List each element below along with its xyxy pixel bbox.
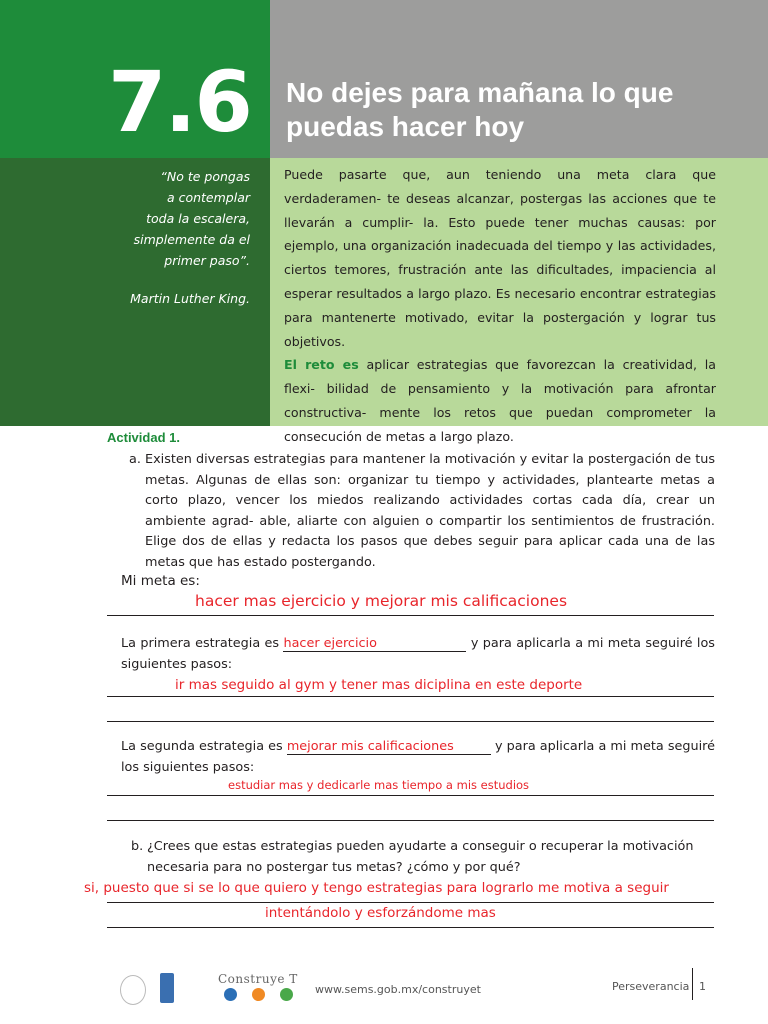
second-strategy-steps[interactable]: estudiar mas y dedicarle mas tiempo a mis estudios xyxy=(228,778,530,792)
meta-answer[interactable]: hacer mas ejercicio y mejorar mis calificaciones xyxy=(195,592,568,610)
answer-line xyxy=(107,902,714,903)
intro-text xyxy=(284,163,716,449)
undp-logo-icon xyxy=(160,973,174,1003)
answer-line xyxy=(107,721,714,722)
first-strategy-answer[interactable]: hacer ejercicio xyxy=(283,636,466,652)
item-b-letter: b. xyxy=(131,839,144,854)
answer-line xyxy=(107,927,714,928)
answer-line xyxy=(107,696,714,697)
quote-author: Martin Luther King. xyxy=(130,291,250,306)
reto-text: aplicar estrategias que favorezcan la creatividad, la flexi- bilidad de pensamiento y la motivación para afrontar constructiva- mente los retos que puedan comprometer la consecución de metas a largo plazo. xyxy=(284,357,716,444)
second-strategy-suffix: y para aplicarla a mi meta seguiré los siguientes pasos: xyxy=(121,739,716,775)
answer-line xyxy=(107,615,714,616)
first-strategy-prefix: La primera estrategia es xyxy=(121,636,280,651)
first-strategy-text xyxy=(121,633,715,675)
page-number: 1 xyxy=(699,980,706,993)
first-strategy-steps[interactable]: ir mas seguido al gym y tener mas diciplina en este deporte xyxy=(175,677,583,693)
meta-label: Mi meta es: xyxy=(121,573,200,589)
answer-line xyxy=(107,820,714,821)
item-a-text: Existen diversas estrategias para mantener la motivación y evitar la postergación de tus metas. Algunas de ellas son: organizar tu tiempo y actividades, plantearte metas a corto plazo, vencer los miedos realizando actividades cortas cada día, crear un ambiente agrad- able, aliarte con alguien o compartir los sentimientos de frustración. Elige dos de ellas y redacta los pasos que debes seguir para aplicar cada una de las metas que has estado postergando. xyxy=(145,452,715,570)
item-b-text: ¿Crees que estas estrategias pueden ayudarte a conseguir o recuperar la motivación necesaria para no postergar tus metas? ¿cómo y por qué? xyxy=(147,839,694,875)
first-strategy-suffix: y para aplicarla a mi meta seguiré los siguientes pasos: xyxy=(121,636,715,672)
construye-dot-icon xyxy=(252,988,265,1001)
b-answer-line-1[interactable]: si, puesto que si se lo que quiero y tengo estrategias para lograrlo me motiva a seguir xyxy=(84,880,669,896)
quote-box xyxy=(0,158,270,426)
intro-box xyxy=(270,158,768,444)
page-separator xyxy=(692,968,693,1000)
footer-section: Perseverancia xyxy=(612,980,690,993)
section-title: No dejes para mañana lo que puedas hacer hoy xyxy=(286,77,674,142)
answer-line xyxy=(107,795,714,796)
reto-label: El reto es xyxy=(284,357,359,373)
quote-text: “No te pongas a contemplar toda la escalera, simplemente da el primer paso”. xyxy=(133,169,250,268)
intro-paragraph: Puede pasarte que, aun teniendo una meta clara que verdaderamen- te deseas alcanzar, postergas las acciones que te llevarán a cumplir- la. Esto puede tener muchas causas: por ejemplo, una organización inadecuada del tiempo y las actividades, ciertos temores, frustración ante las dificultades, impaciencia al esperar resultados a largo plazo. Es necesario encontrar estrategias para mantenerte motivado, evitar la postergación y lograr tus objetivos. xyxy=(284,167,716,349)
construye-dot-icon xyxy=(224,988,237,1001)
second-strategy-prefix: La segunda estrategia es xyxy=(121,739,283,754)
construye-t-logo: Construye T xyxy=(218,972,298,986)
second-strategy-text xyxy=(121,736,715,778)
sep-logo-icon xyxy=(120,975,146,1005)
item-a-letter: a. xyxy=(129,452,141,467)
b-answer-line-2[interactable]: intentándolo y esforzándome mas xyxy=(265,905,496,921)
activity-title: Actividad 1. xyxy=(107,430,180,445)
second-strategy-answer[interactable]: mejorar mis calificaciones xyxy=(287,739,491,755)
section-number-block xyxy=(0,0,270,158)
construye-dot-icon xyxy=(280,988,293,1001)
section-number: 7.6 xyxy=(108,53,251,151)
section-title-block xyxy=(270,0,768,158)
footer-url[interactable]: www.sems.gob.mx/construyet xyxy=(315,983,481,996)
